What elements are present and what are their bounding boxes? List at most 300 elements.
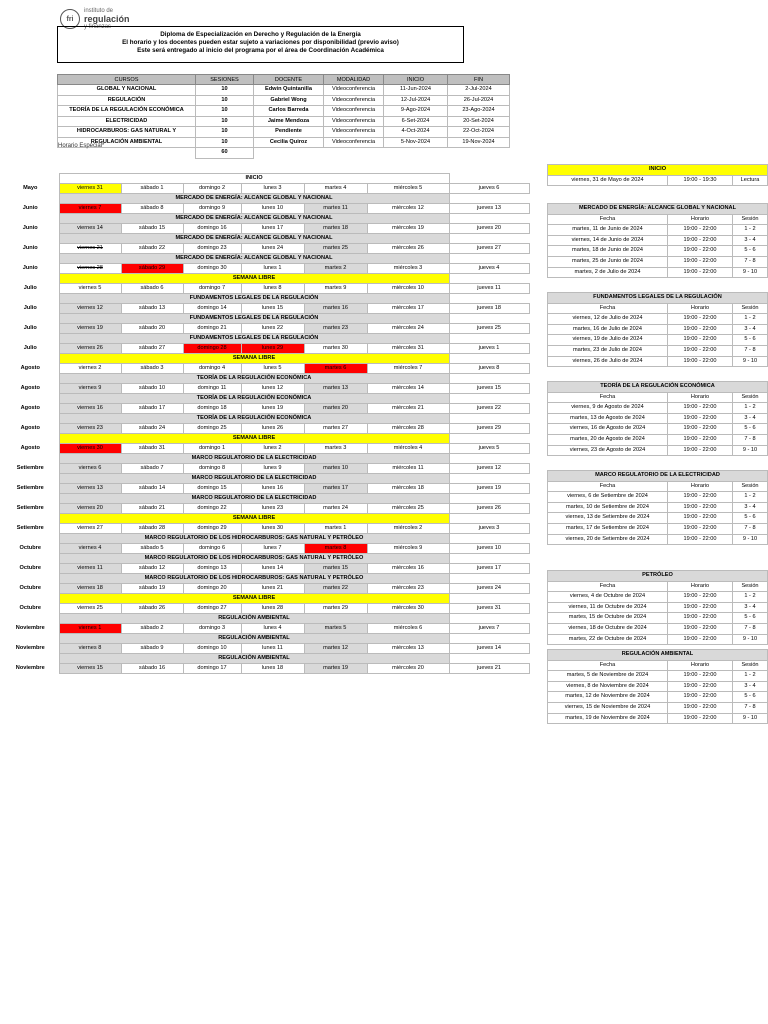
calendar-day: domingo 16 — [183, 224, 241, 234]
session-head-cell: Sesión — [733, 303, 768, 314]
calendar-day: miércoles 14 — [367, 384, 449, 394]
calendar-banner: MARCO REGULATORIO DE LOS HIDROCARBUROS: GAS NATURAL Y PETRÓLEO — [59, 554, 449, 564]
calendar-day: domingo 30 — [183, 264, 241, 274]
session-head-row — [548, 303, 768, 314]
calendar-day: lunes 18 — [241, 664, 304, 674]
calendar-banner: MERCADO DE ENERGÍA: ALCANCE GLOBAL Y NACIONAL — [59, 194, 449, 204]
calendar-day: viernes 7 — [59, 204, 121, 214]
calendar-day: miércoles 5 — [367, 184, 449, 194]
session-head-cell: Sesión — [733, 392, 768, 403]
session-cell: viernes, 13 de Setiembre de 2024 — [548, 513, 668, 524]
course-cell: 10 — [196, 85, 254, 96]
session-table — [547, 203, 768, 278]
calendar-banner-row — [2, 314, 529, 324]
calendar-day: jueves 18 — [449, 304, 529, 314]
inicio-cell: 19:00 - 19:30 — [668, 175, 733, 186]
calendar-month-spacer — [2, 174, 59, 184]
calendar-spacer — [449, 594, 529, 604]
session-row — [548, 692, 768, 703]
session-head-row — [548, 392, 768, 403]
session-head-row — [548, 214, 768, 225]
calendar-day: miércoles 10 — [367, 284, 449, 294]
course-cell: Edwin Quintanilla — [254, 85, 324, 96]
session-table — [547, 381, 768, 456]
calendar-day: jueves 13 — [449, 204, 529, 214]
calendar-day: miércoles 4 — [367, 444, 449, 454]
calendar-day: viernes 31 — [59, 184, 121, 194]
calendar-day: viernes 2 — [59, 364, 121, 374]
calendar-day: jueves 31 — [449, 604, 529, 614]
calendar-banner-row — [2, 194, 529, 204]
calendar-day-struck: viernes 28 — [77, 265, 103, 271]
calendar-day: miércoles 11 — [367, 464, 449, 474]
inicio-title: INICIO — [548, 165, 768, 176]
calendar-spacer — [449, 434, 529, 444]
calendar-day: sábado 27 — [121, 344, 183, 354]
session-cell: 19:00 - 22:00 — [668, 225, 733, 236]
courses-table — [57, 74, 510, 159]
calendar-day: sábado 31 — [121, 444, 183, 454]
calendar-day: jueves 21 — [449, 664, 529, 674]
session-cell: 19:00 - 22:00 — [668, 424, 733, 435]
calendar-table — [2, 173, 530, 674]
calendar-spacer — [449, 314, 529, 324]
session-cell: 9 - 10 — [733, 713, 768, 724]
calendar-day: miércoles 26 — [367, 244, 449, 254]
calendar-day: martes 6 — [304, 364, 367, 374]
calendar-spacer — [449, 494, 529, 504]
calendar-day: domingo 21 — [183, 324, 241, 334]
session-cell: viernes, 12 de Julio de 2024 — [548, 314, 668, 325]
session-title: FUNDAMENTOS LEGALES DE LA REGULACIÓN — [548, 293, 768, 304]
inicio-title-row — [548, 165, 768, 176]
calendar-day-struck: viernes 21 — [77, 245, 103, 251]
session-cell: 3 - 4 — [733, 602, 768, 613]
calendar-spacer — [449, 534, 529, 544]
session-cell: 19:00 - 22:00 — [668, 345, 733, 356]
calendar-day: viernes 18 — [59, 584, 121, 594]
session-cell: martes, 13 de Agosto de 2024 — [548, 413, 668, 424]
calendar-day: martes 30 — [304, 344, 367, 354]
calendar-spacer — [449, 214, 529, 224]
calendar-month-spacer — [2, 494, 59, 504]
session-cell: 19:00 - 22:00 — [668, 246, 733, 257]
session-head-cell: Fecha — [548, 581, 668, 592]
session-cell: martes, 23 de Julio de 2024 — [548, 345, 668, 356]
calendar-spacer — [449, 394, 529, 404]
calendar-month-spacer — [2, 434, 59, 444]
logo-text-3: y finanzas — [84, 23, 112, 30]
session-cell: 9 - 10 — [733, 267, 768, 278]
calendar-day: jueves 22 — [449, 404, 529, 414]
course-cell: Jaime Mendoza — [254, 116, 324, 127]
session-table — [547, 470, 768, 545]
header-note-1: El horario y los docentes pueden estar sujeto a variaciones por disponibilidad (previo aviso) — [122, 39, 399, 46]
session-cell: 19:00 - 22:00 — [668, 613, 733, 624]
calendar-banner-row — [2, 254, 529, 264]
session-row — [548, 492, 768, 503]
session-cell: 19:00 - 22:00 — [668, 602, 733, 613]
calendar-banner: TEORÍA DE LA REGULACIÓN ECONÓMICA — [59, 414, 449, 424]
calendar-day: sábado 24 — [121, 424, 183, 434]
calendar-month-spacer — [2, 274, 59, 284]
calendar-day: sábado 13 — [121, 304, 183, 314]
session-cell: 7 - 8 — [733, 434, 768, 445]
session-cell: 19:00 - 22:00 — [668, 267, 733, 278]
session-cell: viernes, 8 de Noviembre de 2024 — [548, 681, 668, 692]
calendar-week-row — [2, 404, 529, 414]
session-cell: 19:00 - 22:00 — [668, 492, 733, 503]
course-cell: Videoconferencia — [324, 116, 384, 127]
calendar-banner-row — [2, 494, 529, 504]
calendar-banner: MARCO REGULATORIO DE LOS HIDROCARBUROS: GAS NATURAL Y PETRÓLEO — [59, 574, 449, 584]
session-head-row — [548, 481, 768, 492]
calendar-banner-row — [2, 394, 529, 404]
calendar-month: Mayo — [23, 185, 38, 191]
calendar-month: Agosto — [20, 405, 40, 411]
calendar-day: martes 5 — [304, 624, 367, 634]
session-title-row — [548, 650, 768, 661]
calendar-day: miércoles 19 — [367, 224, 449, 234]
session-cell: martes, 25 de Junio de 2024 — [548, 256, 668, 267]
session-head-cell: Fecha — [548, 481, 668, 492]
calendar-banner-row — [2, 334, 529, 344]
calendar-banner-row — [2, 454, 529, 464]
calendar-day: miércoles 12 — [367, 204, 449, 214]
calendar-day: martes 23 — [304, 324, 367, 334]
calendar-banner-row — [2, 534, 529, 544]
calendar-day: miércoles 6 — [367, 624, 449, 634]
calendar-day: lunes 7 — [241, 544, 304, 554]
session-cell: 7 - 8 — [733, 345, 768, 356]
session-row — [548, 445, 768, 456]
calendar-week-row — [2, 324, 529, 334]
course-cell: 22-Oct-2024 — [448, 127, 510, 138]
calendar-day: domingo 18 — [183, 404, 241, 414]
calendar-spacer — [449, 654, 529, 664]
course-cell: Cecilia Quiroz — [254, 137, 324, 148]
calendar-day: domingo 27 — [183, 604, 241, 614]
session-cell: 9 - 10 — [733, 534, 768, 545]
calendar-banner-row — [2, 274, 529, 284]
calendar-day: viernes 11 — [59, 564, 121, 574]
session-cell: 1 - 2 — [733, 403, 768, 414]
course-cell: 10 — [196, 95, 254, 106]
courses-header-cell: DOCENTE — [254, 75, 324, 85]
session-cell: 19:00 - 22:00 — [668, 671, 733, 682]
calendar-day: jueves 10 — [449, 544, 529, 554]
calendar-banner-row — [2, 554, 529, 564]
calendar-month-spacer — [2, 514, 59, 524]
calendar-day: lunes 11 — [241, 644, 304, 654]
calendar-day: miércoles 20 — [367, 664, 449, 674]
calendar-day: viernes 5 — [59, 284, 121, 294]
calendar-day: domingo 23 — [183, 244, 241, 254]
calendar-banner: SEMANA LIBRE — [59, 514, 449, 524]
calendar-banner: TEORÍA DE LA REGULACIÓN ECONÓMICA — [59, 394, 449, 404]
session-cell: 19:00 - 22:00 — [668, 713, 733, 724]
calendar-week-row — [2, 524, 529, 534]
session-cell: 5 - 6 — [733, 246, 768, 257]
calendar-spacer — [449, 174, 529, 184]
calendar-spacer — [449, 274, 529, 284]
calendar-month: Agosto — [20, 385, 40, 391]
calendar-month: Junio — [22, 225, 38, 231]
calendar-day: lunes 17 — [241, 224, 304, 234]
calendar-banner: INICIO — [59, 174, 449, 184]
calendar-day: martes 22 — [304, 584, 367, 594]
calendar-banner: SEMANA LIBRE — [59, 594, 449, 604]
session-cell: viernes, 20 de Setiembre de 2024 — [548, 534, 668, 545]
calendar-day: miércoles 24 — [367, 324, 449, 334]
calendar-month: Octubre — [19, 605, 41, 611]
courses-header-cell: CURSOS — [58, 75, 196, 85]
calendar-day: lunes 4 — [241, 624, 304, 634]
calendar-week-row — [2, 184, 529, 194]
session-row — [548, 502, 768, 513]
calendar-day: domingo 6 — [183, 544, 241, 554]
course-cell: 10 — [196, 127, 254, 138]
calendar-spacer — [449, 294, 529, 304]
calendar-month: Noviembre — [15, 665, 45, 671]
course-total-cell — [384, 148, 448, 159]
calendar-week-row — [2, 564, 529, 574]
calendar-day: viernes 27 — [59, 524, 121, 534]
calendar-banner-row — [2, 474, 529, 484]
calendar-day: jueves 8 — [449, 364, 529, 374]
session-row — [548, 413, 768, 424]
calendar-day: sábado 6 — [121, 284, 183, 294]
calendar-day: sábado 16 — [121, 664, 183, 674]
calendar-week-row — [2, 284, 529, 294]
calendar-day: martes 9 — [304, 284, 367, 294]
course-total-cell — [58, 148, 196, 159]
calendar-month: Agosto — [20, 425, 40, 431]
session-cell: 19:00 - 22:00 — [668, 413, 733, 424]
calendar-day: miércoles 9 — [367, 544, 449, 554]
calendar-month: Setiembre — [16, 525, 44, 531]
calendar-day: sábado 14 — [121, 484, 183, 494]
session-row — [548, 534, 768, 545]
session-row — [548, 256, 768, 267]
calendar-day: viernes 9 — [59, 384, 121, 394]
session-cell: 19:00 - 22:00 — [668, 256, 733, 267]
session-head-row — [548, 581, 768, 592]
session-cell: viernes, 6 de Setiembre de 2024 — [548, 492, 668, 503]
calendar-day: lunes 28 — [241, 604, 304, 614]
session-row — [548, 225, 768, 236]
session-cell: 19:00 - 22:00 — [668, 534, 733, 545]
course-cell: 10 — [196, 116, 254, 127]
calendar-month: Octubre — [19, 545, 41, 551]
session-head-cell: Horario — [668, 303, 733, 314]
calendar-banner-row — [2, 574, 529, 584]
session-head-cell: Fecha — [548, 392, 668, 403]
session-cell: 5 - 6 — [733, 513, 768, 524]
calendar-day: miércoles 17 — [367, 304, 449, 314]
session-row — [548, 335, 768, 346]
session-cell: viernes, 23 de Agosto de 2024 — [548, 445, 668, 456]
calendar-month-spacer — [2, 374, 59, 384]
calendar-day: viernes 13 — [59, 484, 121, 494]
horario-especial-note: Horario Especial* — [58, 143, 105, 149]
calendar-spacer — [449, 514, 529, 524]
calendar-month: Junio — [22, 265, 38, 271]
calendar-banner: MARCO REGULATORIO DE LA ELECTRICIDAD — [59, 494, 449, 504]
course-cell: ELECTRICIDAD — [58, 116, 196, 127]
session-cell: martes, 15 de Octubre de 2024 — [548, 613, 668, 624]
calendar-banner: SEMANA LIBRE — [59, 434, 449, 444]
calendar-day: lunes 8 — [241, 284, 304, 294]
calendar-day: viernes 6 — [59, 464, 121, 474]
calendar-day: viernes 16 — [59, 404, 121, 414]
calendar-day: domingo 9 — [183, 204, 241, 214]
course-cell: 4-Oct-2024 — [384, 127, 448, 138]
session-row — [548, 523, 768, 534]
calendar-banner-row — [2, 434, 529, 444]
session-row — [548, 246, 768, 257]
calendar-spacer — [449, 194, 529, 204]
calendar-month: Junio — [22, 245, 38, 251]
calendar-month-spacer — [2, 654, 59, 664]
calendar-day: martes 4 — [304, 184, 367, 194]
session-cell: martes, 2 de Julio de 2024 — [548, 267, 668, 278]
calendar-banner: MARCO REGULATORIO DE LA ELECTRICIDAD — [59, 474, 449, 484]
session-row — [548, 592, 768, 603]
calendar-day: martes 24 — [304, 504, 367, 514]
calendar-day: lunes 21 — [241, 584, 304, 594]
calendar-day — [59, 264, 121, 274]
calendar-month-spacer — [2, 334, 59, 344]
session-head-cell: Fecha — [548, 303, 668, 314]
course-cell: Videoconferencia — [324, 95, 384, 106]
session-cell: viernes, 11 de Octubre de 2024 — [548, 602, 668, 613]
calendar-week-row — [2, 504, 529, 514]
session-cell: 3 - 4 — [733, 502, 768, 513]
calendar-day: sábado 8 — [121, 204, 183, 214]
calendar-day: martes 2 — [304, 264, 367, 274]
calendar-day: domingo 25 — [183, 424, 241, 434]
session-cell: martes, 19 de Noviembre de 2024 — [548, 713, 668, 724]
calendar-month-spacer — [2, 634, 59, 644]
calendar-day: miércoles 2 — [367, 524, 449, 534]
session-cell: 19:00 - 22:00 — [668, 335, 733, 346]
calendar-day: miércoles 31 — [367, 344, 449, 354]
calendar-day: domingo 15 — [183, 484, 241, 494]
calendar-day: domingo 4 — [183, 364, 241, 374]
calendar-day: jueves 19 — [449, 484, 529, 494]
session-cell: 5 - 6 — [733, 424, 768, 435]
session-cell: 9 - 10 — [733, 634, 768, 645]
calendar-day: viernes 23 — [59, 424, 121, 434]
session-row — [548, 713, 768, 724]
logo-text-2: regulación — [84, 13, 130, 24]
calendar-day: miércoles 16 — [367, 564, 449, 574]
calendar-month: Octubre — [19, 585, 41, 591]
calendar-week-row — [2, 384, 529, 394]
calendar-banner: MERCADO DE ENERGÍA: ALCANCE GLOBAL Y NACIONAL — [59, 214, 449, 224]
calendar-day: sábado 5 — [121, 544, 183, 554]
calendar-day: jueves 7 — [449, 624, 529, 634]
calendar-spacer — [449, 374, 529, 384]
session-row — [548, 613, 768, 624]
calendar-day: miércoles 25 — [367, 504, 449, 514]
calendar-month-spacer — [2, 414, 59, 424]
calendar-month: Setiembre — [16, 505, 44, 511]
calendar-day: domingo 11 — [183, 384, 241, 394]
calendar-day: martes 17 — [304, 484, 367, 494]
calendar-day: jueves 26 — [449, 504, 529, 514]
calendar-day — [59, 244, 121, 254]
session-head-cell: Sesión — [733, 660, 768, 671]
session-row — [548, 356, 768, 367]
session-title: MARCO REGULATORIO DE LA ELECTRICIDAD — [548, 471, 768, 482]
calendar-day: sábado 26 — [121, 604, 183, 614]
calendar-day: miércoles 30 — [367, 604, 449, 614]
calendar-banner-row — [2, 294, 529, 304]
course-row — [58, 85, 510, 96]
session-cell: 19:00 - 22:00 — [668, 592, 733, 603]
calendar-day: sábado 2 — [121, 624, 183, 634]
session-table — [547, 649, 768, 724]
course-row — [58, 106, 510, 117]
calendar-day: martes 1 — [304, 524, 367, 534]
calendar-banner-row — [2, 234, 529, 244]
session-head-cell: Horario — [668, 660, 733, 671]
calendar-month: Setiembre — [16, 465, 44, 471]
session-cell: 3 - 4 — [733, 235, 768, 246]
session-cell: martes, 5 de Noviembre de 2024 — [548, 671, 668, 682]
session-cell: viernes, 26 de Julio de 2024 — [548, 356, 668, 367]
calendar-day: domingo 3 — [183, 624, 241, 634]
calendar-day: domingo 7 — [183, 284, 241, 294]
calendar-banner-row — [2, 354, 529, 364]
session-cell: 1 - 2 — [733, 592, 768, 603]
calendar-day: lunes 22 — [241, 324, 304, 334]
session-row — [548, 345, 768, 356]
calendar-day: miércoles 21 — [367, 404, 449, 414]
course-cell: 5-Nov-2024 — [384, 137, 448, 148]
calendar-day: sábado 28 — [121, 524, 183, 534]
session-cell: martes, 17 de Setiembre de 2024 — [548, 523, 668, 534]
session-cell: 1 - 2 — [733, 314, 768, 325]
calendar-month: Noviembre — [15, 625, 45, 631]
calendar-day: sábado 19 — [121, 584, 183, 594]
session-cell: martes, 20 de Agosto de 2024 — [548, 434, 668, 445]
inicio-cell: Lectura — [733, 175, 768, 186]
course-cell: 11-Jun-2024 — [384, 85, 448, 96]
courses-header-cell: INICIO — [384, 75, 448, 85]
calendar-day: viernes 4 — [59, 544, 121, 554]
logo-text-1: instituto de — [84, 7, 114, 14]
course-total-cell — [254, 148, 324, 159]
calendar-day: lunes 2 — [241, 444, 304, 454]
inicio-row — [548, 175, 768, 186]
session-title-row — [548, 293, 768, 304]
calendar-day: domingo 8 — [183, 464, 241, 474]
calendar-month-spacer — [2, 574, 59, 584]
session-row — [548, 602, 768, 613]
course-row — [58, 95, 510, 106]
calendar-day: lunes 23 — [241, 504, 304, 514]
session-cell: viernes, 9 de Agosto de 2024 — [548, 403, 668, 414]
calendar-week-row — [2, 444, 529, 454]
calendar-month-spacer — [2, 314, 59, 324]
session-row — [548, 671, 768, 682]
session-cell: martes, 10 de Setiembre de 2024 — [548, 502, 668, 513]
calendar-day: martes 29 — [304, 604, 367, 614]
session-cell: viernes, 4 de Octubre de 2024 — [548, 592, 668, 603]
